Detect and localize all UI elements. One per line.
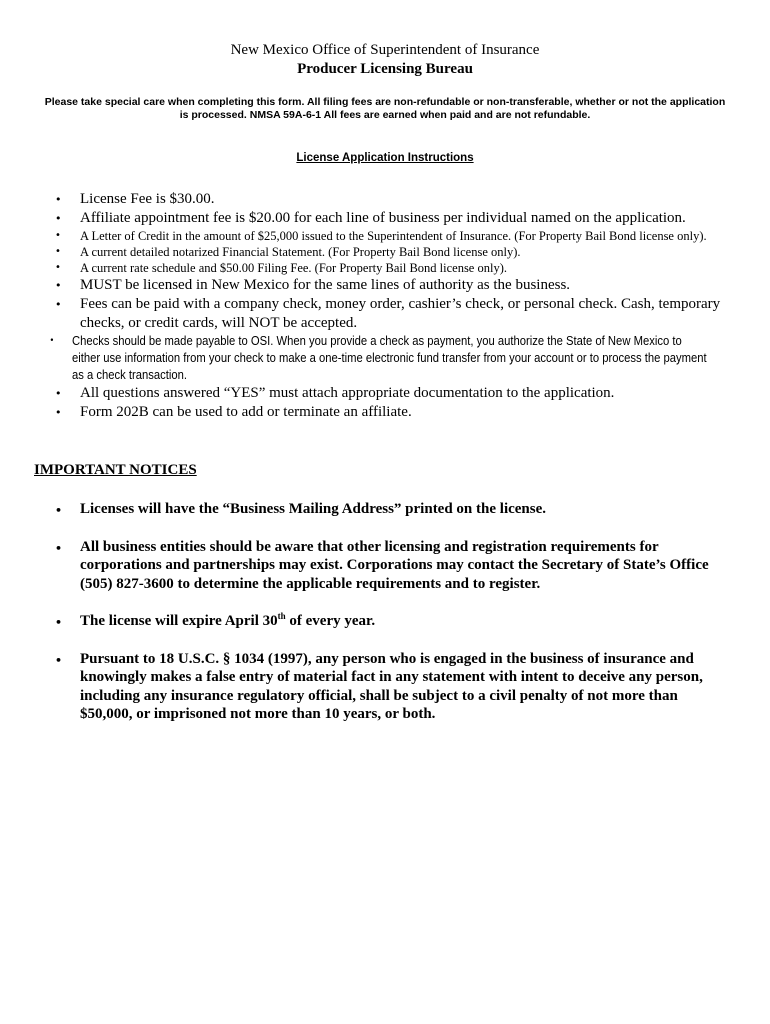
bullet-icon: • <box>55 504 63 517</box>
office-title: New Mexico Office of Superintendent of Insurance <box>230 42 540 58</box>
notice-text: All business entities should be aware that other licensing and registration requirements for corporations and partnerships may exist. Corporations may contact the Secretary of State’s Office (505) 827-3600 to determine the applicable requirements and to register. <box>80 538 709 592</box>
list-item-text: A current rate schedule and $50.00 Filing Fee. (For Property Bail Bond license only). <box>80 261 507 275</box>
bullet-icon: • <box>55 653 63 667</box>
list-item <box>0 209 770 228</box>
expiry-text-start: The license will expire April 30 <box>80 613 278 629</box>
expiry-ordinal: th <box>277 611 286 621</box>
list-item-text: A current detailed notarized Financial Statement. (For Property Bail Bond license only). <box>80 245 521 259</box>
important-notices-heading: IMPORTANT NOTICES <box>34 462 197 478</box>
notice-item <box>0 612 770 631</box>
list-item <box>0 190 770 209</box>
instructions-list <box>0 190 770 422</box>
bullet-icon: • <box>55 387 62 400</box>
bullet-icon: • <box>55 541 63 555</box>
notice-text: Licenses will have the “Business Mailing Address” printed on the license. <box>80 501 547 517</box>
list-item <box>0 276 770 295</box>
list-item <box>0 333 747 384</box>
list-item <box>0 228 770 244</box>
notice-item <box>0 650 770 724</box>
notice-item <box>0 538 770 594</box>
list-item-text: MUST be licensed in New Mexico for the same lines of authority as the business. <box>80 277 571 293</box>
notice-item <box>0 500 770 519</box>
list-item-text: All questions answered “YES” must attach appropriate documentation to the application. <box>80 385 615 401</box>
bullet-icon: • <box>55 230 61 241</box>
list-item-text: Checks should be made payable to OSI. When you provide a check as payment, you authorize the State of New Mexico to either use information from your check to make a one-time electronic fund transfer from your account or to process the payment as a check transaction. <box>72 334 707 382</box>
list-item <box>0 295 770 333</box>
list-item <box>0 384 770 403</box>
bullet-icon: • <box>55 616 63 629</box>
bullet-icon: • <box>55 262 61 273</box>
bullet-icon: • <box>55 298 62 311</box>
list-item-text: Affiliate appointment fee is $20.00 for each line of business per individual named on the application. <box>80 210 686 226</box>
instructions-heading: License Application Instructions <box>296 152 474 164</box>
filing-fee-warning: Please take special care when completing this form. All filing fees are non-refundable or non-transferable, whether or not the application is processed. NMSA 59A-6-1 All fees are earned when paid and are not refundable. <box>44 96 726 121</box>
list-item-text: Form 202B can be used to add or terminate an affiliate. <box>80 404 412 420</box>
penalty-notice-text: Pursuant to 18 U.S.C. § 1034 (1997), any person who is engaged in the business of insurance and knowingly makes a false entry of material fact in any statement with intent to deceive any person, including any insurance regulatory official, shall be subject to a civil penalty of not more than $50,000, or imprisoned not more than 10 years, or both. <box>80 650 703 722</box>
list-item-text: A Letter of Credit in the amount of $25,000 issued to the Superintendent of Insurance. (For Property Bail Bond license only). <box>80 229 707 243</box>
bullet-icon: • <box>55 279 62 292</box>
list-item <box>0 403 770 422</box>
list-item <box>0 244 770 260</box>
bullet-icon: • <box>49 336 55 346</box>
bullet-icon: • <box>55 406 62 419</box>
list-item <box>0 260 770 276</box>
list-item-text: Fees can be paid with a company check, money order, cashier’s check, or personal check. Cash, temporary checks, or credit cards, will NOT be accepted. <box>80 296 721 331</box>
bullet-icon: • <box>55 246 61 257</box>
bullet-icon: • <box>55 193 62 206</box>
notices-list <box>0 500 770 743</box>
expiry-text-end: of every year. <box>285 613 376 629</box>
bullet-icon: • <box>55 212 62 225</box>
bureau-title: Producer Licensing Bureau <box>297 61 473 77</box>
list-item-text: License Fee is $30.00. <box>80 191 215 207</box>
